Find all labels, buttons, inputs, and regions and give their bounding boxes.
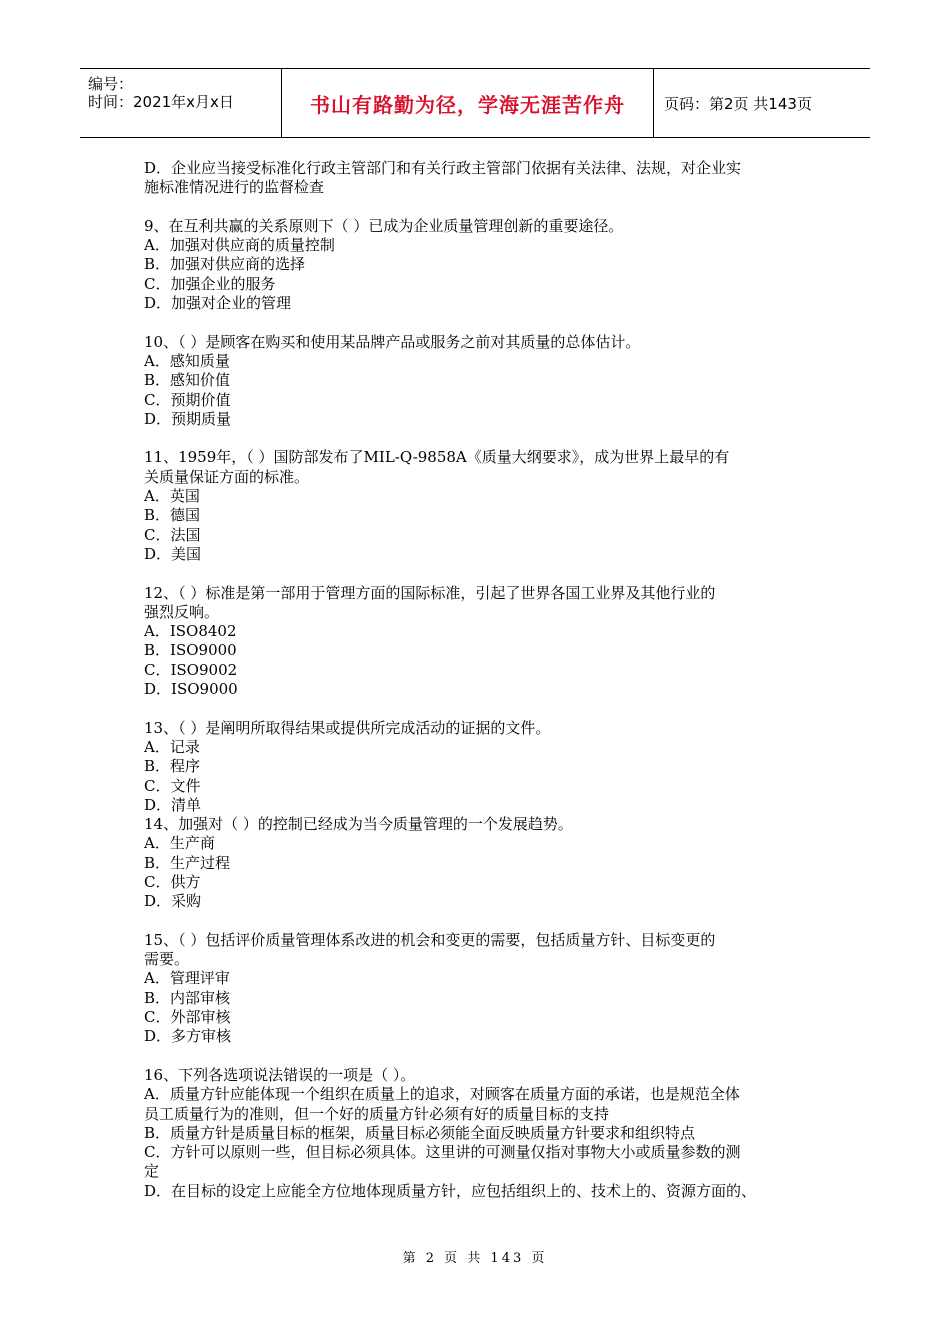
text-line: C．ISO9002 [144, 660, 238, 679]
text-line: D．清单 [144, 795, 202, 814]
header-motto-cell [282, 69, 654, 137]
text-line: A．加强对供应商的质量控制 [144, 236, 335, 255]
text-line: B．ISO9000 [144, 641, 237, 660]
text-line: D．加强对企业的管理 [144, 294, 292, 313]
text-line: 9、在互利共赢的关系原则下（ ）已成为企业质量管理创新的重要途径。 [144, 216, 624, 235]
text-line: B．质量方针是质量目标的框架，质量目标必须能全面反映质量方针要求和组织特点 [144, 1123, 696, 1142]
text-line: B．程序 [144, 757, 201, 776]
page-header [80, 68, 870, 138]
text-line: 15、（ ）包括评价质量管理体系改进的机会和变更的需要，包括质量方针、目标变更的 [144, 930, 716, 949]
paragraph-gap [144, 699, 824, 718]
text-line: D．在目标的设定上应能全方位地体现质量方针，应包括组织上的、技术上的、资源方面的、 [144, 1181, 757, 1200]
text-line: 10、（ ）是顾客在购买和使用某品牌产品或服务之前对其质量的总体估计。 [144, 332, 641, 351]
text-line: D．多方审核 [144, 1027, 232, 1046]
text-line: C．供方 [144, 872, 201, 891]
text-line: 关质量保证方面的标准。 [144, 467, 310, 486]
text-line: 施标准情况进行的监督检查 [144, 178, 325, 197]
text-line: B．加强对供应商的选择 [144, 255, 306, 274]
text-line: 14、加强对（ ）的控制已经成为当今质量管理的一个发展趋势。 [144, 815, 573, 834]
text-line: 13、（ ）是阐明所取得结果或提供所完成活动的证据的文件。 [144, 718, 551, 737]
paragraph-gap [144, 198, 824, 217]
text-line: 定 [144, 1162, 160, 1181]
text-line: B．感知价值 [144, 371, 231, 390]
header-page-info: 页码：第2页 共143页 [664, 94, 812, 113]
header-page-cell [654, 69, 870, 137]
text-line: D．预期质量 [144, 409, 232, 428]
header-meta-cell [80, 69, 282, 137]
header-motto: 书山有路勤为径，学海无涯苦作舟 [310, 92, 625, 117]
document-date-label: 时间：2021年x月x日 [88, 93, 234, 111]
text-line: B．德国 [144, 506, 201, 525]
text-line: A．生产商 [144, 834, 215, 853]
text-line: C．外部审核 [144, 1008, 231, 1027]
paragraph-gap [144, 912, 824, 931]
text-line: D．美国 [144, 544, 202, 563]
text-line: D．ISO9000 [144, 680, 238, 699]
text-line: B．内部审核 [144, 988, 231, 1007]
text-line: A．记录 [144, 737, 200, 756]
text-line: A．质量方针应能体现一个组织在质量上的追求，对顾客在质量方面的承诺，也是规范全体 [144, 1085, 740, 1104]
document-number-label: 编号： [88, 75, 134, 93]
text-line: C．加强企业的服务 [144, 274, 276, 293]
text-line: C．方针可以原则一些，但目标必须具体。这里讲的可测量仅指对事物大小或质量参数的测 [144, 1143, 741, 1162]
text-line: 需要。 [144, 950, 190, 969]
paragraph-gap [144, 429, 824, 448]
text-line: 员工质量行为的准则，但一个好的质量方针必须有好的质量目标的支持 [144, 1104, 610, 1123]
page-footer: 第 2 页 共 143 页 [402, 1251, 548, 1266]
paragraph-gap [144, 1047, 824, 1066]
text-line: 16、下列各选项说法错误的一项是（ ）。 [144, 1065, 416, 1084]
text-line: 11、1959年，（ ）国防部发布了MIL-Q-9858A《质量大纲要求》，成为世界上最早的有 [144, 448, 730, 467]
text-line: C．文件 [144, 776, 201, 795]
paragraph-gap [144, 313, 824, 332]
paragraph-gap [144, 564, 824, 583]
text-line: C．预期价值 [144, 390, 231, 409]
text-line: A．英国 [144, 487, 200, 506]
text-line: A．ISO8402 [144, 622, 237, 641]
text-line: D．企业应当接受标准化行政主管部门和有关行政主管部门依据有关法律、法规，对企业实 [144, 159, 742, 177]
text-line: C．法国 [144, 525, 201, 544]
text-line: B．生产过程 [144, 853, 231, 872]
text-line: A．管理评审 [144, 969, 230, 988]
document-body [144, 159, 824, 1201]
text-line: 强烈反响。 [144, 602, 220, 621]
text-line: 12、（ ）标准是第一部用于管理方面的国际标准，引起了世界各国工业界及其他行业的 [144, 583, 716, 602]
text-line: D．采购 [144, 892, 202, 911]
text-line: A．感知质量 [144, 351, 230, 370]
